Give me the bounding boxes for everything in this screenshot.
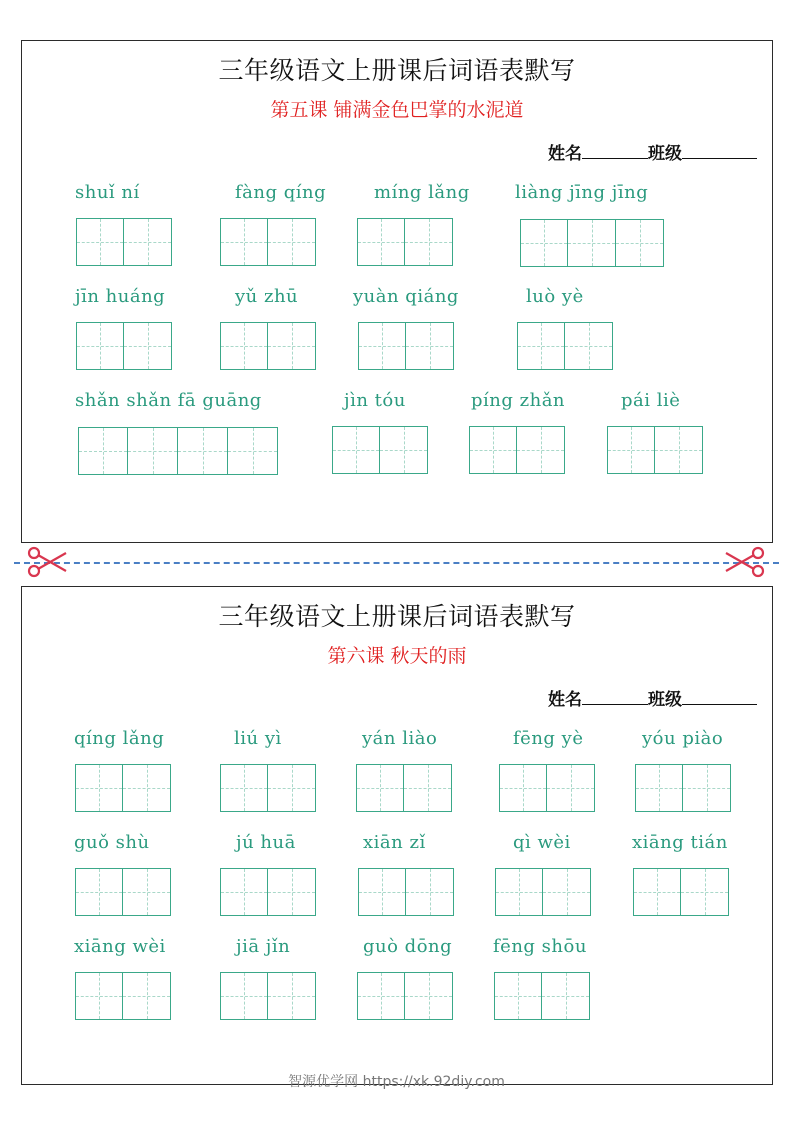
pinyin-label: míng lǎng xyxy=(374,182,470,203)
pinyin-label: qì wèi xyxy=(513,832,571,853)
writing-cell[interactable] xyxy=(123,868,171,916)
worksheet-lesson-6 xyxy=(21,586,773,1085)
writing-grid[interactable] xyxy=(357,972,453,1020)
writing-cell[interactable] xyxy=(607,426,655,474)
writing-cell[interactable] xyxy=(123,764,171,812)
pinyin-label: fēng yè xyxy=(513,728,584,749)
pinyin-label: fēng shōu xyxy=(493,936,587,957)
writing-grid[interactable] xyxy=(499,764,595,812)
pinyin-label: pái liè xyxy=(621,390,681,411)
writing-cell[interactable] xyxy=(681,868,729,916)
writing-cell[interactable] xyxy=(633,868,681,916)
scissors-icon xyxy=(26,544,68,580)
writing-grid[interactable] xyxy=(220,764,316,812)
writing-grid[interactable] xyxy=(332,426,428,474)
writing-cell[interactable] xyxy=(406,868,454,916)
pinyin-label: qíng lǎng xyxy=(74,728,165,749)
name-label: 姓名 xyxy=(548,144,582,164)
writing-cell[interactable] xyxy=(356,764,404,812)
worksheet-title: 三年级语文上册课后词语表默写 xyxy=(218,56,576,85)
writing-cell[interactable] xyxy=(517,322,565,370)
writing-grid[interactable] xyxy=(469,426,565,474)
writing-cell[interactable] xyxy=(123,972,171,1020)
pinyin-label: yǔ zhū xyxy=(235,286,299,307)
site-footer: 智源优学网 https://xk.92diy.com xyxy=(288,1074,505,1090)
writing-cell[interactable] xyxy=(542,972,590,1020)
writing-cell[interactable] xyxy=(268,972,316,1020)
writing-grid[interactable] xyxy=(607,426,703,474)
writing-cell[interactable] xyxy=(406,322,454,370)
writing-grid[interactable] xyxy=(633,868,729,916)
writing-cell[interactable] xyxy=(517,426,565,474)
writing-grid[interactable] xyxy=(494,972,590,1020)
pinyin-label: jú huā xyxy=(236,832,296,853)
writing-cell[interactable] xyxy=(635,764,683,812)
writing-cell[interactable] xyxy=(124,322,172,370)
name-class-line xyxy=(548,685,757,710)
pinyin-label: liàng jīng jīng xyxy=(515,182,649,203)
writing-cell[interactable] xyxy=(565,322,613,370)
writing-cell[interactable] xyxy=(683,764,731,812)
writing-cell[interactable] xyxy=(616,219,664,267)
scissors-icon xyxy=(724,544,766,580)
writing-grid[interactable] xyxy=(75,868,171,916)
writing-grid[interactable] xyxy=(635,764,731,812)
writing-cell[interactable] xyxy=(568,219,616,267)
writing-cell[interactable] xyxy=(268,218,316,266)
pinyin-label: guò dōng xyxy=(363,936,453,957)
class-label: 班级 xyxy=(648,690,682,710)
writing-cell[interactable] xyxy=(405,972,453,1020)
writing-cell[interactable] xyxy=(469,426,517,474)
pinyin-label: jiā jǐn xyxy=(236,936,291,957)
writing-cell[interactable] xyxy=(220,322,268,370)
writing-grid[interactable] xyxy=(517,322,613,370)
writing-cell[interactable] xyxy=(405,218,453,266)
writing-cell[interactable] xyxy=(75,764,123,812)
pinyin-label: shǎn shǎn fā guāng xyxy=(75,390,262,411)
pinyin-label: xiāng tián xyxy=(632,832,728,853)
writing-grid[interactable] xyxy=(76,218,172,266)
writing-grid[interactable] xyxy=(356,764,452,812)
pinyin-label: xiāng wèi xyxy=(74,936,166,957)
writing-cell[interactable] xyxy=(520,219,568,267)
writing-grid[interactable] xyxy=(495,868,591,916)
class-blank[interactable] xyxy=(682,141,757,159)
writing-grid[interactable] xyxy=(357,218,453,266)
pinyin-label: shuǐ ní xyxy=(75,182,140,203)
writing-cell[interactable] xyxy=(499,764,547,812)
writing-grid[interactable] xyxy=(75,972,171,1020)
writing-cell[interactable] xyxy=(358,322,406,370)
writing-grid[interactable] xyxy=(220,972,316,1020)
writing-grid[interactable] xyxy=(358,868,454,916)
writing-cell[interactable] xyxy=(357,218,405,266)
writing-cell[interactable] xyxy=(268,322,316,370)
name-blank[interactable] xyxy=(582,141,648,159)
writing-grid[interactable] xyxy=(520,219,664,267)
writing-cell[interactable] xyxy=(78,427,128,475)
writing-grid[interactable] xyxy=(220,868,316,916)
writing-cell[interactable] xyxy=(380,426,428,474)
pinyin-label: píng zhǎn xyxy=(471,390,566,411)
writing-grid[interactable] xyxy=(76,322,172,370)
writing-cell[interactable] xyxy=(220,218,268,266)
writing-grid[interactable] xyxy=(358,322,454,370)
worksheet-lesson-5 xyxy=(21,40,773,543)
class-blank[interactable] xyxy=(682,687,757,705)
writing-cell[interactable] xyxy=(228,427,278,475)
writing-grid[interactable] xyxy=(220,218,316,266)
writing-cell[interactable] xyxy=(220,972,268,1020)
cut-line xyxy=(14,562,779,564)
writing-cell[interactable] xyxy=(358,868,406,916)
lesson-title: 第六课 秋天的雨 xyxy=(327,645,467,667)
writing-grid[interactable] xyxy=(78,427,278,475)
name-class-line xyxy=(548,139,757,164)
lesson-title: 第五课 铺满金色巴掌的水泥道 xyxy=(270,99,524,121)
name-blank[interactable] xyxy=(582,687,648,705)
class-label: 班级 xyxy=(648,144,682,164)
pinyin-label: jīn huáng xyxy=(75,286,166,307)
writing-cell[interactable] xyxy=(404,764,452,812)
pinyin-label: xiān zǐ xyxy=(363,832,426,853)
writing-cell[interactable] xyxy=(547,764,595,812)
pinyin-label: guǒ shù xyxy=(74,832,150,853)
writing-cell[interactable] xyxy=(75,972,123,1020)
pinyin-label: jìn tóu xyxy=(344,390,406,411)
writing-cell[interactable] xyxy=(543,868,591,916)
worksheet-title: 三年级语文上册课后词语表默写 xyxy=(218,602,576,631)
writing-cell[interactable] xyxy=(495,868,543,916)
pinyin-label: yuàn qiáng xyxy=(353,286,459,307)
pinyin-label: liú yì xyxy=(234,728,282,749)
writing-cell[interactable] xyxy=(220,764,268,812)
pinyin-label: yán liào xyxy=(362,728,438,749)
writing-cell[interactable] xyxy=(76,218,124,266)
writing-cell[interactable] xyxy=(357,972,405,1020)
writing-cell[interactable] xyxy=(76,322,124,370)
writing-cell[interactable] xyxy=(128,427,178,475)
writing-grid[interactable] xyxy=(220,322,316,370)
writing-grid[interactable] xyxy=(75,764,171,812)
writing-cell[interactable] xyxy=(178,427,228,475)
writing-cell[interactable] xyxy=(332,426,380,474)
writing-cell[interactable] xyxy=(268,764,316,812)
writing-cell[interactable] xyxy=(268,868,316,916)
writing-cell[interactable] xyxy=(494,972,542,1020)
writing-cell[interactable] xyxy=(75,868,123,916)
pinyin-label: yóu piào xyxy=(642,728,724,749)
pinyin-label: luò yè xyxy=(526,286,584,307)
writing-cell[interactable] xyxy=(124,218,172,266)
writing-cell[interactable] xyxy=(220,868,268,916)
name-label: 姓名 xyxy=(548,690,582,710)
pinyin-label: fàng qíng xyxy=(235,182,327,203)
writing-cell[interactable] xyxy=(655,426,703,474)
